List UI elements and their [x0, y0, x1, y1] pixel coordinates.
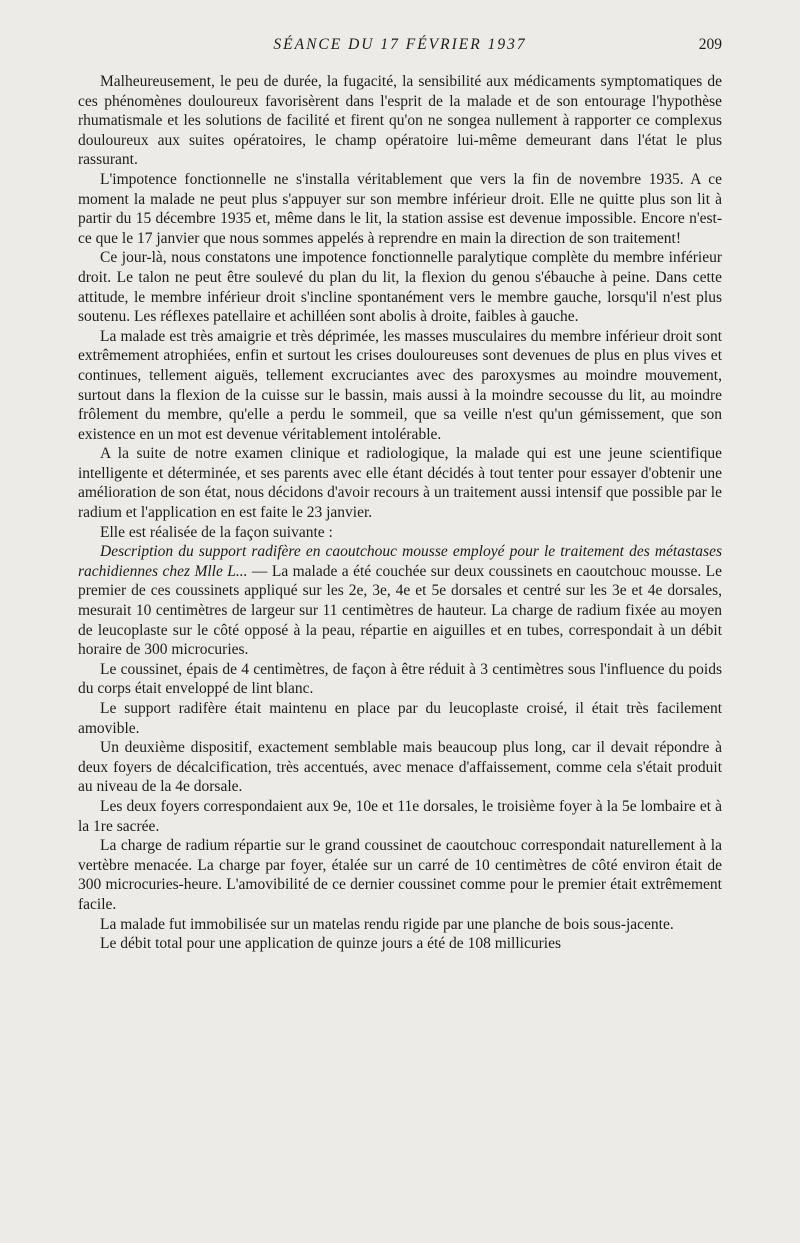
paragraph: Le support radifère était maintenu en place par du leucoplaste croisé, il était très facilement amovible. [78, 700, 722, 737]
paragraph-description [78, 542, 722, 660]
page-header [78, 36, 722, 58]
paragraph: Le débit total pour une application de quinze jours a été de 108 millicuries [100, 935, 561, 953]
paragraph: Les deux foyers correspondaient aux 9e, 10e et 11e dorsales, le troisième foyer à la 5e lombaire et à la 1re sacrée. [78, 797, 722, 835]
body-text [78, 72, 722, 954]
paragraph: A la suite de notre examen clinique et radiologique, la malade qui est une jeune scientifique intelligente et déterminée, et ses parents avec elle étant décidés à tout tenter pour essayer d'obtenir une amélioration de son état, nous décidons d'avoir recours à un traitement aussi intensif que possible par le radium et l'application en est faite le 23 janvier. [78, 445, 722, 522]
paragraph: La malade fut immobilisée sur un matelas rendu rigide par une planche de bois sous-jacente. [100, 915, 674, 933]
paragraph: Malheureusement, le peu de durée, la fugacité, la sensibilité aux médicaments symptomatiques de ces phénomènes douloureux favorisèrent dans l'esprit de la malade et de son entourage l'hypothèse rhumatismale et les solutions de facilité et firent qu'on ne songea nullement à rapporter ce complexus douloureux aux suites opératoires, le champ opératoire lui-même demeurant dans l'état le plus rassurant. [78, 73, 722, 169]
paragraph: L'impotence fonctionnelle ne s'installa véritablement que vers la fin de novembre 1935. A ce moment la malade ne peut plus s'appuyer sur son membre inférieur droit. Elle ne quitte plus son lit à partir du 15 décembre 1935 et, même dans le lit, la station assise est devenue impossible. Encore n'est-ce que le 17 janvier que nous sommes appelés à reprendre en main la direction de son traitement! [78, 170, 722, 247]
running-title: SÉANCE DU 17 FÉVRIER 1937 [273, 36, 527, 53]
page-number: 209 [698, 36, 722, 53]
paragraph: Ce jour-là, nous constatons une impotence fonctionnelle paralytique complète du membre inférieur droit. Le talon ne peut être soulevé du plan du lit, la flexion du genou s'ébauche à peine. Dans cette attitude, le membre inférieur droit s'incline spontanément vers le membre gauche, lorsqu'il n'est plus soutenu. Les réflexes patellaire et achilléen sont abolis à droite, faibles à gauche. [78, 249, 722, 326]
paragraph: La charge de radium répartie sur le grand coussinet de caoutchouc correspondait naturellement à la vertèbre menacée. La charge par foyer, étalée sur un carré de 10 centimètres de côté environ était de 300 microcuries-heure. L'amovibilité de ce dernier coussinet comme pour le premier était extrêmement facile. [78, 837, 722, 913]
paragraph: La malade est très amaigrie et très déprimée, les masses musculaires du membre inférieur droit sont extrêmement atrophiées, enfin et surtout les crises douloureuses sont devenues de plus en plus vives et continues, tellement aiguës, tellement excruciantes avec des paroxysmes au moindre mouvement, surtout dans la flexion de la cuisse sur le bassin, mais aussi à la moindre secousse du lit, au moindre frôlement du membre, qu'elle a perdu le sommeil, que sa veille n'est qu'un gémissement, que son existence en un mot est devenue véritablement intolérable. [78, 327, 722, 443]
description-text: — La malade a été couchée sur deux coussinets en caoutchouc mousse. Le premier de ces coussinets appliqué sur les 2e, 3e, 4e et 5e dorsales et centré sur les 3e et 4e dorsales, mesurait 10 centimètres de largeur sur 11 centimètres de hauteur. La charge de radium fixée au moyen de leucoplaste sur le côté opposé à la peau, répartie en aiguilles et en tubes, correspondait à un débit horaire de 300 microcuries. [78, 562, 722, 659]
paragraph: Un deuxième dispositif, exactement semblable mais beaucoup plus long, car il devait répondre à deux foyers de décalcification, très accentués, avec menace d'affaissement, comme cela s'était produit au niveau de la 4e dorsale. [78, 739, 722, 796]
description-italic-heading: Description du support radifère en caoutchouc mousse employé pour le traitement des métastases rachidiennes chez Mlle L... [78, 543, 722, 580]
paragraph: Le coussinet, épais de 4 centimètres, de façon à être réduit à 3 centimètres sous l'influence du poids du corps était enveloppé de lint blanc. [78, 660, 722, 698]
paragraph: Elle est réalisée de la façon suivante : [100, 523, 333, 541]
